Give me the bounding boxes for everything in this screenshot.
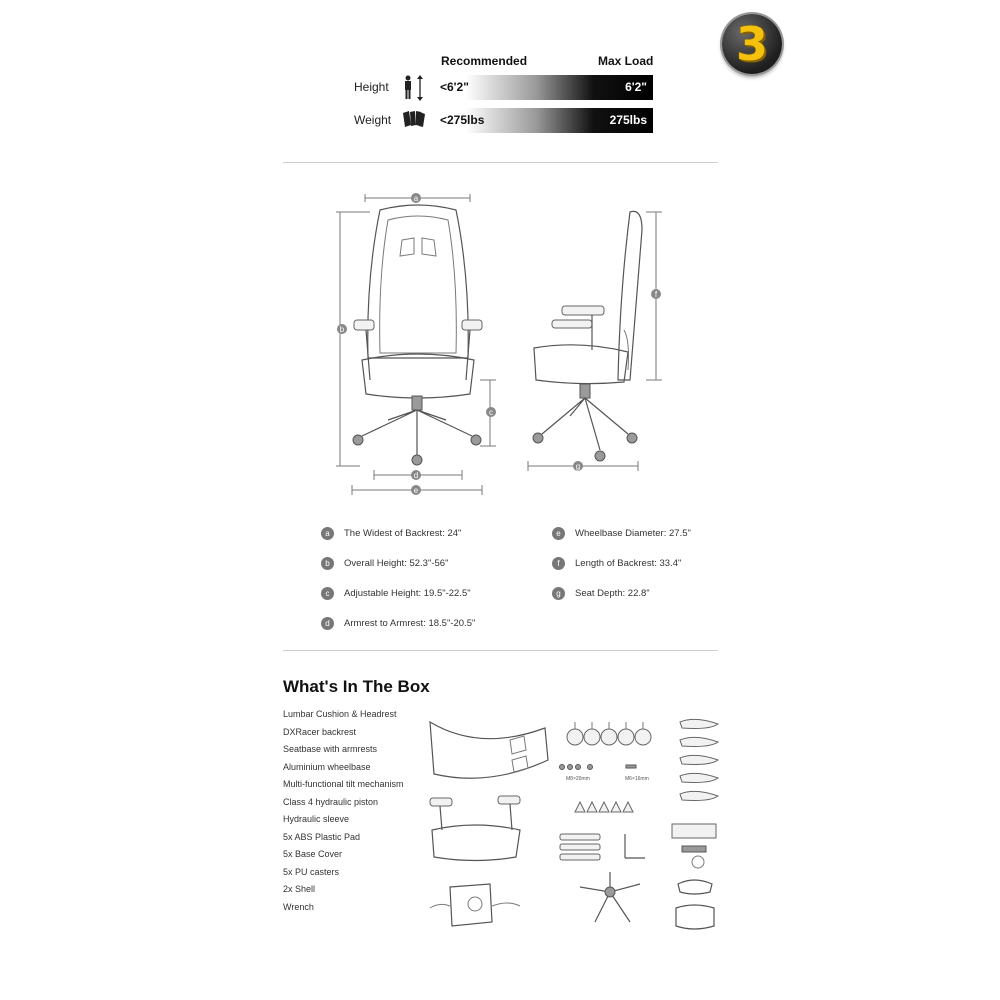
dimension-text: Overall Height: 52.3"-56"	[344, 557, 449, 569]
dim-marker-g	[573, 461, 583, 471]
dimension-text: Adjustable Height: 19.5"-22.5"	[344, 587, 471, 599]
list-item: Lumbar Cushion & Headrest	[283, 709, 397, 719]
scale-weight-icon	[402, 110, 426, 128]
abs-pads-part	[560, 834, 600, 860]
dim-legend-f: f	[552, 557, 565, 570]
dim-legend-b: b	[321, 557, 334, 570]
dim-marker-f	[651, 289, 661, 299]
svg-text:b: b	[339, 325, 345, 334]
dimension-text: Wheelbase Diameter: 27.5"	[575, 527, 691, 539]
screw-label-m6: M6×16mm	[625, 776, 649, 782]
dimension-item-b	[321, 548, 475, 578]
dimension-item-f	[552, 548, 691, 578]
dimension-text: Seat Depth: 22.8"	[575, 587, 650, 599]
dim-legend-d: d	[321, 617, 334, 630]
seatbase-part	[430, 796, 520, 861]
dimension-text: Armrest to Armrest: 18.5"-20.5"	[344, 617, 476, 629]
list-item: Multi-functional tilt mechanism	[283, 779, 404, 789]
list-item: 5x PU casters	[283, 866, 340, 877]
list-item: DXRacer backrest	[283, 726, 357, 737]
svg-text:f: f	[654, 290, 658, 299]
level-badge	[722, 14, 782, 74]
dim-marker-b	[337, 324, 347, 334]
dim-marker-e	[411, 485, 421, 495]
dimension-list-right	[552, 518, 691, 608]
dimension-list-left	[321, 518, 475, 638]
chair-front-view	[330, 188, 510, 498]
dim-marker-d	[411, 470, 421, 480]
dim-legend-e: e	[552, 527, 565, 540]
svg-text:g: g	[575, 462, 581, 471]
list-item: Hydraulic sleeve	[283, 814, 350, 824]
list-item: 5x Base Cover	[283, 849, 343, 859]
shells-part	[680, 719, 718, 800]
dim-legend-g: g	[552, 587, 565, 600]
list-item: 5x ABS Plastic Pad	[283, 831, 361, 842]
dim-legend-c: c	[321, 587, 334, 600]
base-covers-part	[575, 802, 633, 812]
casters-part	[567, 722, 651, 745]
backrest-part	[430, 722, 548, 778]
svg-text:e: e	[413, 486, 419, 495]
box-contents-list	[283, 706, 404, 916]
height-max-value: 6'2"	[625, 80, 647, 94]
dim-marker-a	[411, 193, 421, 203]
weight-load-bar	[440, 108, 653, 133]
weight-max-value: 275lbs	[609, 113, 647, 127]
list-item: Seatbase with armrests	[283, 744, 378, 754]
level-badge-number: 3	[735, 17, 768, 71]
dimension-item-c	[321, 578, 475, 608]
box-section-title: What's In The Box	[283, 677, 430, 696]
svg-text:a: a	[413, 194, 419, 203]
divider-top	[283, 162, 718, 163]
dimension-text: The Widest of Backrest: 24"	[344, 527, 462, 539]
list-item: Class 4 hydraulic piston	[283, 796, 379, 807]
weight-recommended-value: <275lbs	[440, 113, 485, 127]
list-item: Wrench	[283, 901, 314, 912]
svg-text:d: d	[413, 471, 419, 480]
piston-part	[672, 824, 716, 868]
svg-text:c: c	[489, 408, 493, 417]
chair-side-view	[520, 200, 670, 480]
screws-part	[560, 765, 649, 783]
dim-legend-a: a	[321, 527, 334, 540]
box-parts-illustration	[420, 712, 730, 942]
height-label: Height	[354, 80, 389, 94]
list-item: Aluminium wheelbase	[283, 761, 371, 772]
dimension-item-d	[321, 608, 475, 638]
wrench-part	[625, 834, 645, 858]
person-height-icon	[401, 75, 427, 101]
divider-bottom	[283, 650, 718, 651]
dimension-item-e	[552, 518, 691, 548]
tilt-mechanism-part	[430, 884, 520, 926]
dim-marker-c	[486, 407, 496, 417]
weight-label: Weight	[354, 113, 392, 127]
max-load-header: Max Load	[598, 54, 654, 68]
height-load-bar	[440, 75, 653, 100]
dimension-text: Length of Backrest: 33.4"	[575, 557, 682, 569]
screw-label-m8: M8×20mm	[566, 776, 590, 782]
height-recommended-value: <6'2"	[440, 80, 469, 94]
list-item: 2x Shell	[283, 884, 316, 894]
wheelbase-part	[580, 872, 640, 922]
cushions-part	[676, 880, 714, 929]
dimension-item-a	[321, 518, 475, 548]
dimension-item-g	[552, 578, 691, 608]
recommended-header: Recommended	[441, 54, 528, 68]
